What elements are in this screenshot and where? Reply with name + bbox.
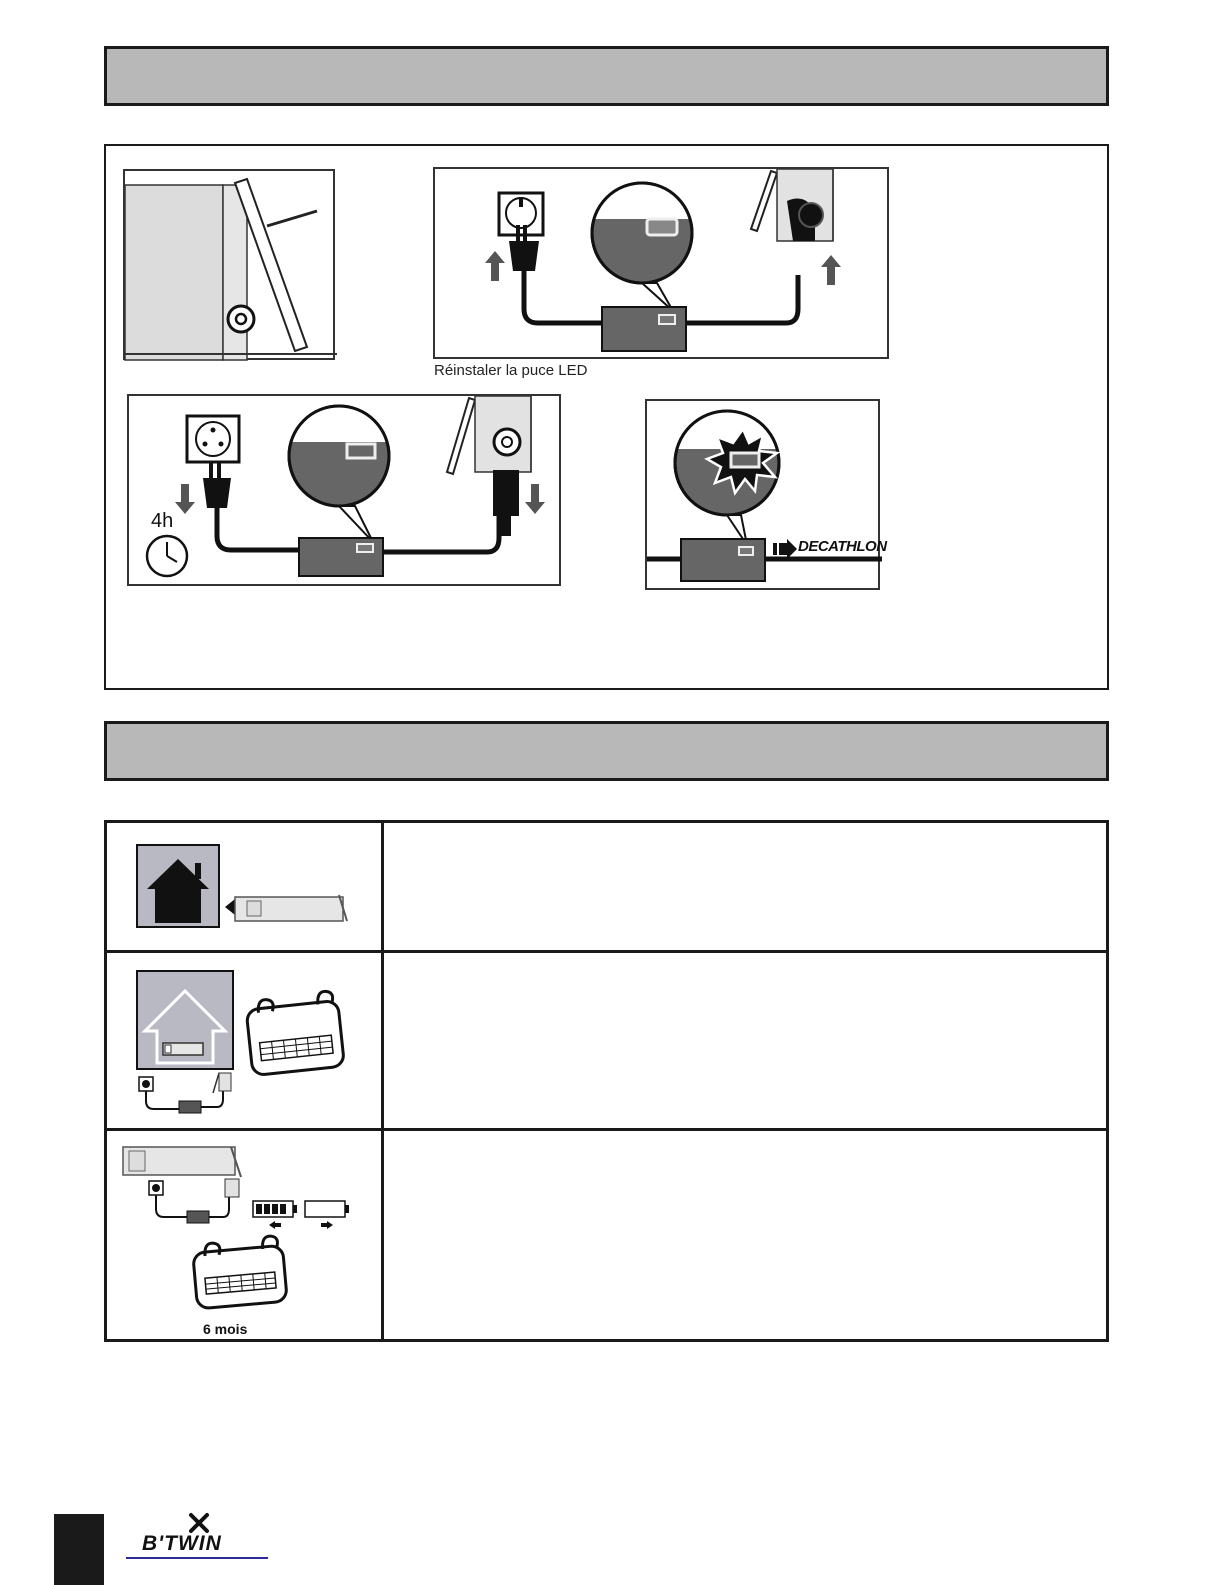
charge-duration-label: 4h (151, 510, 174, 532)
battery-empty-icon (305, 1201, 345, 1217)
arrow-down-icon (525, 484, 545, 514)
brand-label: DECATHLON (798, 538, 887, 555)
table-row (107, 823, 1106, 951)
charger-icon (602, 307, 686, 351)
figure-frame (104, 144, 1109, 690)
page-number-box (54, 1514, 104, 1585)
house-charge-calendar-icon (135, 969, 355, 1119)
table-row (107, 1128, 1106, 1340)
led-icon (647, 219, 677, 235)
section-header-bar (104, 721, 1109, 781)
charging-port-illustration (125, 171, 337, 362)
arrow-down-icon (175, 484, 195, 514)
btwin-logo-icon (188, 1512, 210, 1534)
battery-calendar-icon (121, 1145, 365, 1313)
plug-icon (203, 478, 231, 508)
unplug-illustration (435, 169, 891, 361)
brand-logo-text: B'TWIN (142, 1532, 222, 1555)
storage-table (104, 820, 1109, 1342)
house-filled-icon (135, 843, 355, 929)
table-row (107, 950, 1106, 1128)
brand-logo (126, 1512, 268, 1560)
calendar-icon (192, 1235, 287, 1309)
arrow-up-icon (485, 251, 505, 281)
charging-port-panel (123, 169, 335, 360)
plug-in-panel (127, 394, 561, 586)
period-label: 6 mois (203, 1321, 248, 1337)
fault-illustration (647, 401, 882, 592)
section-header-bar (104, 46, 1109, 106)
arrow-right-icon (779, 539, 797, 559)
charger-icon (681, 539, 765, 581)
unplug-panel (433, 167, 889, 359)
calendar-icon (245, 990, 344, 1075)
panel-caption: Réinstaler la puce LED (434, 362, 588, 379)
plug-icon (509, 241, 539, 271)
plug-in-illustration (129, 396, 563, 588)
led-icon (731, 453, 759, 467)
led-icon (347, 444, 375, 458)
fault-panel (645, 399, 887, 590)
arrow-up-icon (821, 255, 841, 285)
